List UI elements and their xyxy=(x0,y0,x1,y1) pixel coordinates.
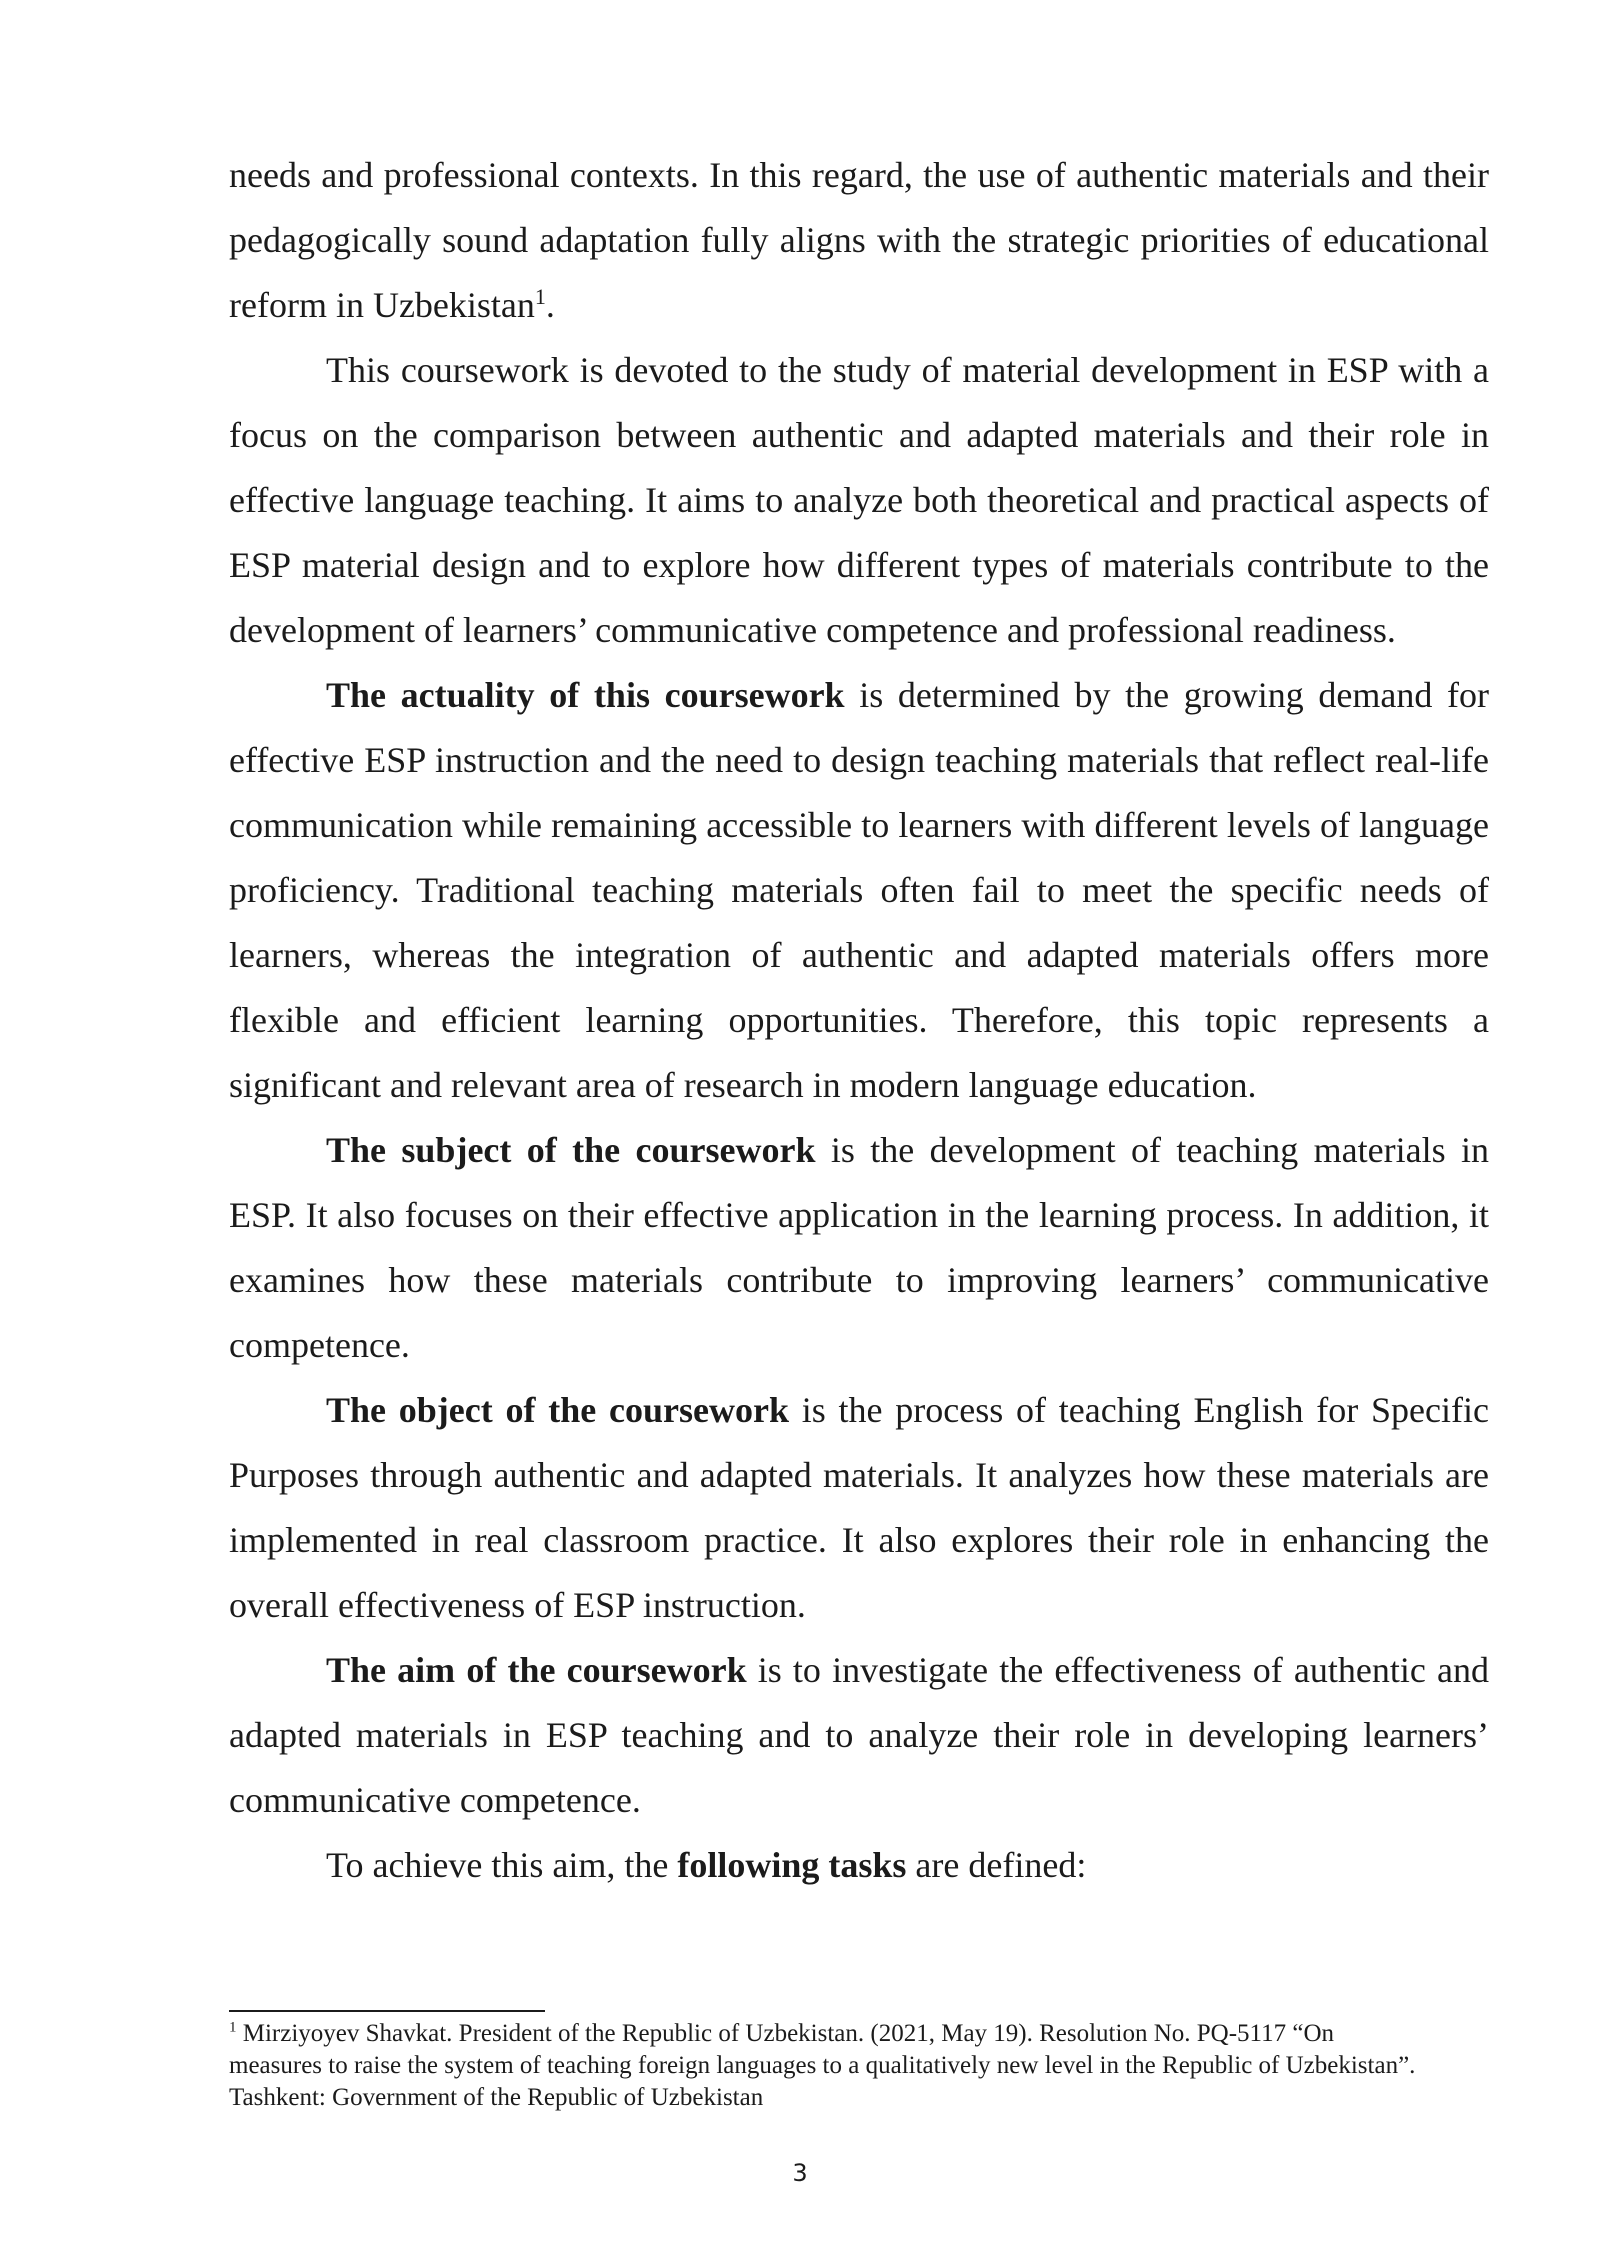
paragraph-aim: The aim of the coursework is to investigate the effectiveness of authentic and adapted materials in ESP teaching and to analyze their role in developing learners’ communicative competence. xyxy=(229,1650,1489,1820)
paragraph-continuation: needs and professional contexts. In this regard, the use of authentic materials and their pedagogically sound adaptation fully aligns with the strategic priorities of educational reform in Uzbekistan$^1$. xyxy=(229,155,1489,325)
body-text xyxy=(229,143,1489,1898)
paragraph-actuality: The actuality of this coursework is determined by the growing demand for effective ESP instruction and the need to design teaching materials that reflect real-life communication while remaining accessible to learners with different levels of language proficiency. Traditional teaching materials often fail to meet the specific needs of learners, whereas the integration of authentic and adapted materials offers more flexible and efficient learning opportunities. Therefore, this topic represents a significant and relevant area of research in modern language education. xyxy=(229,675,1489,1105)
actuality-heading: The actuality of this coursework xyxy=(326,675,845,715)
aim-heading: The aim of the coursework xyxy=(326,1650,747,1690)
footnote xyxy=(229,2018,1429,2114)
footnote-text: Mirziyoyev Shavkat. President of the Republic of Uzbekistan. (2021, May 19). Resolution No. PQ-5117 “On measures to raise the system of teaching foreign languages to a qualitatively new level in the Republic of Uzbekistan”. Tashkent: Government of the Republic of Uzbekistan xyxy=(229,2020,1416,2111)
paragraph-object: The object of the coursework is the process of teaching English for Specific Purposes through authentic and adapted materials. It analyzes how these materials are implemented in real classroom practice. It also explores their role in enhancing the overall effectiveness of ESP instruction. xyxy=(229,1390,1489,1625)
footnote-separator xyxy=(229,2010,545,2012)
paragraph-tasks-intro: To achieve this aim, the following tasks are defined: xyxy=(326,1845,1087,1885)
paragraph-coursework-intro: This coursework is devoted to the study of material development in ESP with a focus on the comparison between authentic and adapted materials and their role in effective language teaching. It aims to analyze both theoretical and practical aspects of ESP material design and to explore how different types of materials contribute to the development of learners’ communicative competence and professional readiness. xyxy=(229,350,1489,650)
tasks-heading: following tasks xyxy=(677,1845,907,1885)
page-number: 3 xyxy=(792,2159,808,2187)
subject-heading: The subject of the coursework xyxy=(326,1130,816,1170)
footnote-reference[interactable]: 1 xyxy=(534,284,546,309)
footnote-mark: 1 xyxy=(229,2019,237,2036)
paragraph-subject: The subject of the coursework is the development of teaching materials in ESP. It also focuses on their effective application in the learning process. In addition, it examines how these materials contribute to improving learners’ communicative competence. xyxy=(229,1130,1489,1365)
object-heading: The object of the coursework xyxy=(326,1390,789,1430)
